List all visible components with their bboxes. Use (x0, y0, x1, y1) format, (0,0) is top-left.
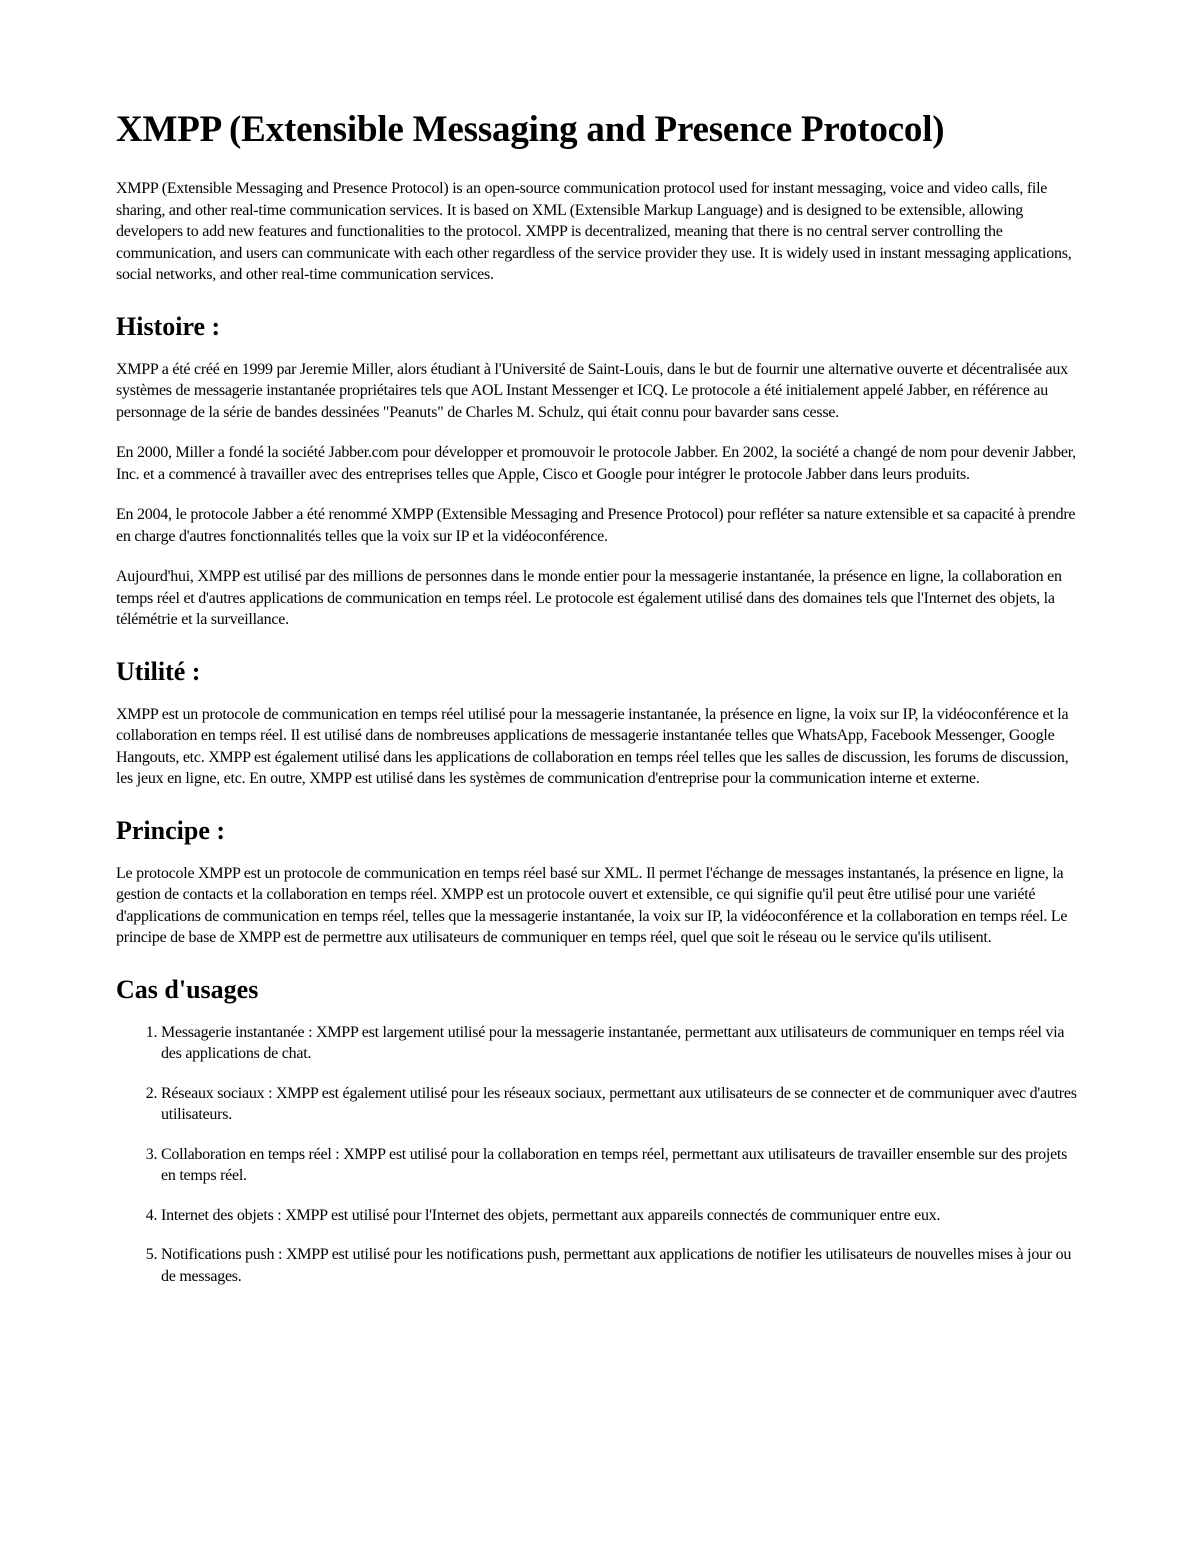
list-item: 1. Messagerie instantanée : XMPP est largement utilisé pour la messagerie instantanée, permettant aux utilisateurs de communiquer en temps réel via des applications de chat. (161, 1022, 1084, 1065)
histoire-paragraph-4: Aujourd'hui, XMPP est utilisé par des millions de personnes dans le monde entier pour la messagerie instantanée, la présence en ligne, la collaboration en temps réel et d'autres applications de communication en temps réel. Le protocole est également utilisé dans des domaines tels que l'Internet des objets, la télémétrie et la surveillance. (116, 568, 1062, 628)
list-item: 4. Internet des objets : XMPP est utilisé pour l'Internet des objets, permettant aux appareils connectés de communiquer entre eux. (161, 1205, 1084, 1227)
list-item: 5. Notifications push : XMPP est utilisé pour les notifications push, permettant aux applications de notifier les utilisateurs de nouvelles mises à jour ou de messages. (161, 1244, 1084, 1287)
histoire-paragraph-3: En 2004, le protocole Jabber a été renommé XMPP (Extensible Messaging and Presence Protocol) pour refléter sa nature extensible et sa capacité à prendre en charge d'autres fonctionnalités telles que la voix sur IP et la vidéoconférence. (116, 506, 1076, 545)
histoire-paragraph-1: XMPP a été créé en 1999 par Jeremie Miller, alors étudiant à l'Université de Saint-Louis, dans le but de fournir une alternative ouverte et décentralisée aux systèmes de messagerie instantanée propriétaires tels que AOL Instant Messenger et ICQ. Le protocole a été initialement appelé Jabber, en référence au personnage de la série de bandes dessinées "Peanuts" de Charles M. Schulz, qui était connu pour bavarder sans cesse. (116, 360, 1068, 421)
histoire-paragraph-2: En 2000, Miller a fondé la société Jabber.com pour développer et promouvoir le protocole Jabber. En 2002, la société a changé de nom pour devenir Jabber, Inc. et a commencé à travailler avec des entreprises telles que Apple, Cisco et Google pour intégrer le protocole Jabber dans leurs produits. (116, 444, 1076, 483)
intro-paragraph: XMPP (Extensible Messaging and Presence Protocol) is an open-source communication protocol used for instant messaging, voice and video calls, file sharing, and other real-time communication services. It is based on XML (Extensible Markup Language) and is designed to be extensible, allowing developers to add new features and functionalities to the protocol. XMPP is decentralized, meaning that there is no central server controlling the communication, and users can communicate with each other regardless of the service provider they use. It is widely used in instant messaging applications, social networks, and other real-time communication services. (116, 180, 1072, 283)
page-title: XMPP (Extensible Messaging and Presence Protocol) (116, 109, 945, 150)
cas-usages-heading: Cas d'usages (116, 974, 259, 1004)
histoire-heading: Histoire : (116, 311, 221, 341)
principe-heading: Principe : (116, 815, 226, 845)
cas-usages-list (116, 1022, 1084, 1288)
principe-paragraph: Le protocole XMPP est un protocole de communication en temps réel basé sur XML. Il permet l'échange de messages instantanés, la présence en ligne, la gestion de contacts et la collaboration en temps réel. XMPP est un protocole ouvert et extensible, ce qui signifie qu'il peut être utilisé pour une variété d'applications de communication en temps réel, telles que la messagerie instantanée, la voix sur IP, la vidéoconférence et la collaboration en temps réel. Le principe de base de XMPP est de permettre aux utilisateurs de communiquer en temps réel, quel que soit le réseau ou le service qu'ils utilisent. (116, 864, 1068, 946)
list-item: 3. Collaboration en temps réel : XMPP est utilisé pour la collaboration en temps réel, permettant aux utilisateurs de travailler ensemble sur des projets en temps réel. (161, 1144, 1084, 1187)
list-item: 2. Réseaux sociaux : XMPP est également utilisé pour les réseaux sociaux, permettant aux utilisateurs de se connecter et de communiquer avec d'autres utilisateurs. (161, 1083, 1084, 1126)
utilite-paragraph: XMPP est un protocole de communication en temps réel utilisé pour la messagerie instantanée, la présence en ligne, la voix sur IP, la vidéoconférence et la collaboration en temps réel. Il est utilisé dans de nombreuses applications de messagerie instantanée telles que WhatsApp, Facebook Messenger, Google Hangouts, etc. XMPP est également utilisé dans les applications de collaboration en temps réel telles que les salles de discussion, les forums de discussion, les jeux en ligne, etc. En outre, XMPP est utilisé dans les systèmes de communication d'entreprise pour la communication interne et externe. (116, 705, 1069, 787)
document-page (116, 100, 1084, 1305)
utilite-heading: Utilité : (116, 656, 201, 686)
